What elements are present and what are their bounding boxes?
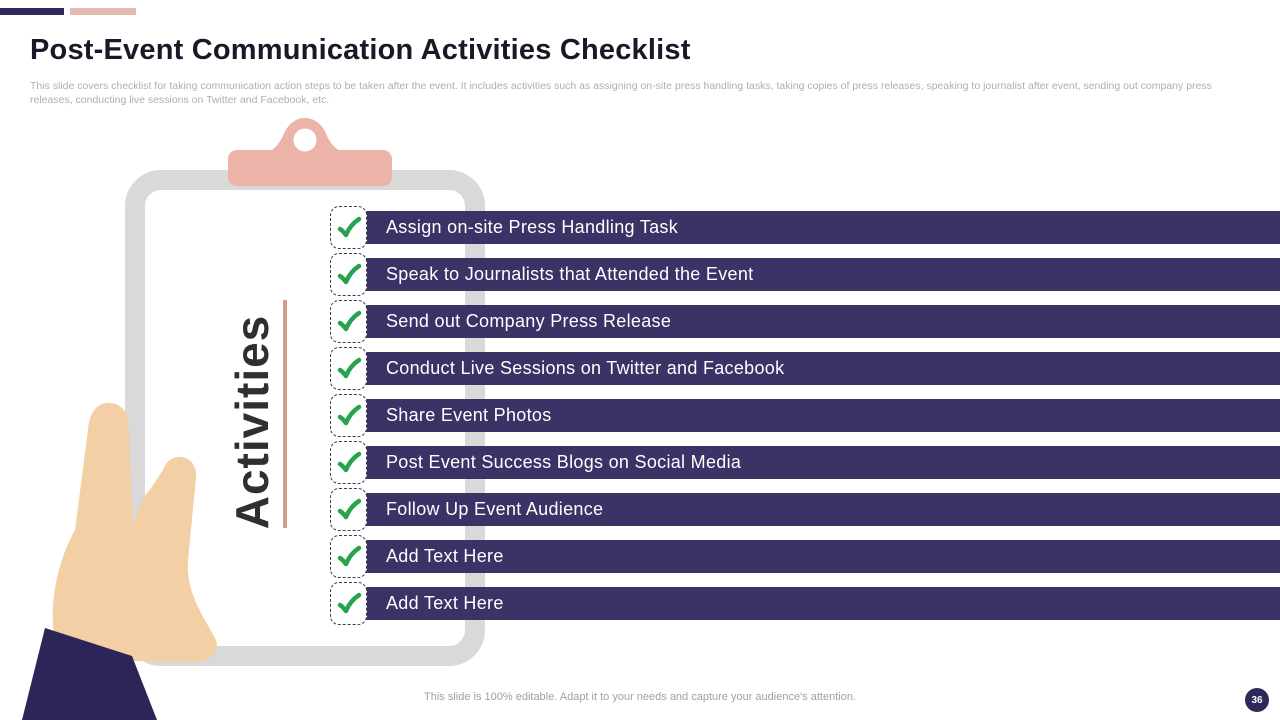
checklist-bar[interactable] <box>348 446 1280 479</box>
checkbox[interactable] <box>330 441 367 484</box>
check-icon <box>336 403 362 429</box>
check-icon <box>336 356 362 382</box>
checkbox[interactable] <box>330 253 367 296</box>
checklist-row[interactable] <box>330 206 1280 239</box>
checkbox[interactable] <box>330 488 367 531</box>
checklist-bar[interactable] <box>348 587 1280 620</box>
footer-note: This slide is 100% editable. Adapt it to your needs and capture your audience's attention. <box>424 691 856 703</box>
checklist <box>330 206 1280 629</box>
checkbox[interactable] <box>330 582 367 625</box>
checklist-row[interactable] <box>330 441 1280 474</box>
check-icon <box>336 309 362 335</box>
checklist-row[interactable] <box>330 488 1280 521</box>
checklist-bar[interactable] <box>348 540 1280 573</box>
checklist-item-label: Speak to Journalists that Attended the Event <box>386 264 754 284</box>
checklist-item-label: Conduct Live Sessions on Twitter and Facebook <box>386 358 785 378</box>
check-icon <box>336 215 362 241</box>
checklist-row[interactable] <box>330 535 1280 568</box>
checklist-item-label: Follow Up Event Audience <box>386 499 604 519</box>
checklist-item-label: Send out Company Press Release <box>386 311 672 331</box>
checklist-row[interactable] <box>330 394 1280 427</box>
checkbox[interactable] <box>330 206 367 249</box>
slide-description: This slide covers checklist for taking communication action steps to be taken after the event. It includes activities such as assigning on-site press handling tasks, taking copies of press releases, speaking to journalist after event, sending out company press releases, conducting live sessions on Twitter and Facebook, etc. <box>30 80 1212 106</box>
check-icon <box>336 497 362 523</box>
page-number-badge: 36 <box>1245 688 1269 712</box>
checklist-bar[interactable] <box>348 352 1280 385</box>
checklist-bar[interactable] <box>348 399 1280 432</box>
checklist-row[interactable] <box>330 253 1280 286</box>
checklist-item-label: Add Text Here <box>386 593 504 613</box>
checklist-item-label: Add Text Here <box>386 546 504 566</box>
checklist-row[interactable] <box>330 300 1280 333</box>
check-icon <box>336 262 362 288</box>
page-title: Post-Event Communication Activities Checklist <box>30 34 691 66</box>
checkbox[interactable] <box>330 347 367 390</box>
checklist-bar[interactable] <box>348 493 1280 526</box>
checkbox[interactable] <box>330 394 367 437</box>
clipboard-title: Activities <box>226 314 278 530</box>
checklist-row[interactable] <box>330 347 1280 380</box>
checklist-item-label: Assign on-site Press Handling Task <box>386 217 679 237</box>
checklist-item-label: Post Event Success Blogs on Social Media <box>386 452 742 472</box>
check-icon <box>336 544 362 570</box>
clipboard-title-underline <box>283 300 287 528</box>
checkbox[interactable] <box>330 300 367 343</box>
check-icon <box>336 591 362 617</box>
checklist-row[interactable] <box>330 582 1280 615</box>
checklist-item-label: Share Event Photos <box>386 405 552 425</box>
checkbox[interactable] <box>330 535 367 578</box>
checklist-bar[interactable] <box>348 305 1280 338</box>
check-icon <box>336 450 362 476</box>
checklist-bar[interactable] <box>348 211 1280 244</box>
clip-hole <box>294 129 317 152</box>
clipboard-clip <box>228 118 392 186</box>
checklist-bar[interactable] <box>348 258 1280 291</box>
